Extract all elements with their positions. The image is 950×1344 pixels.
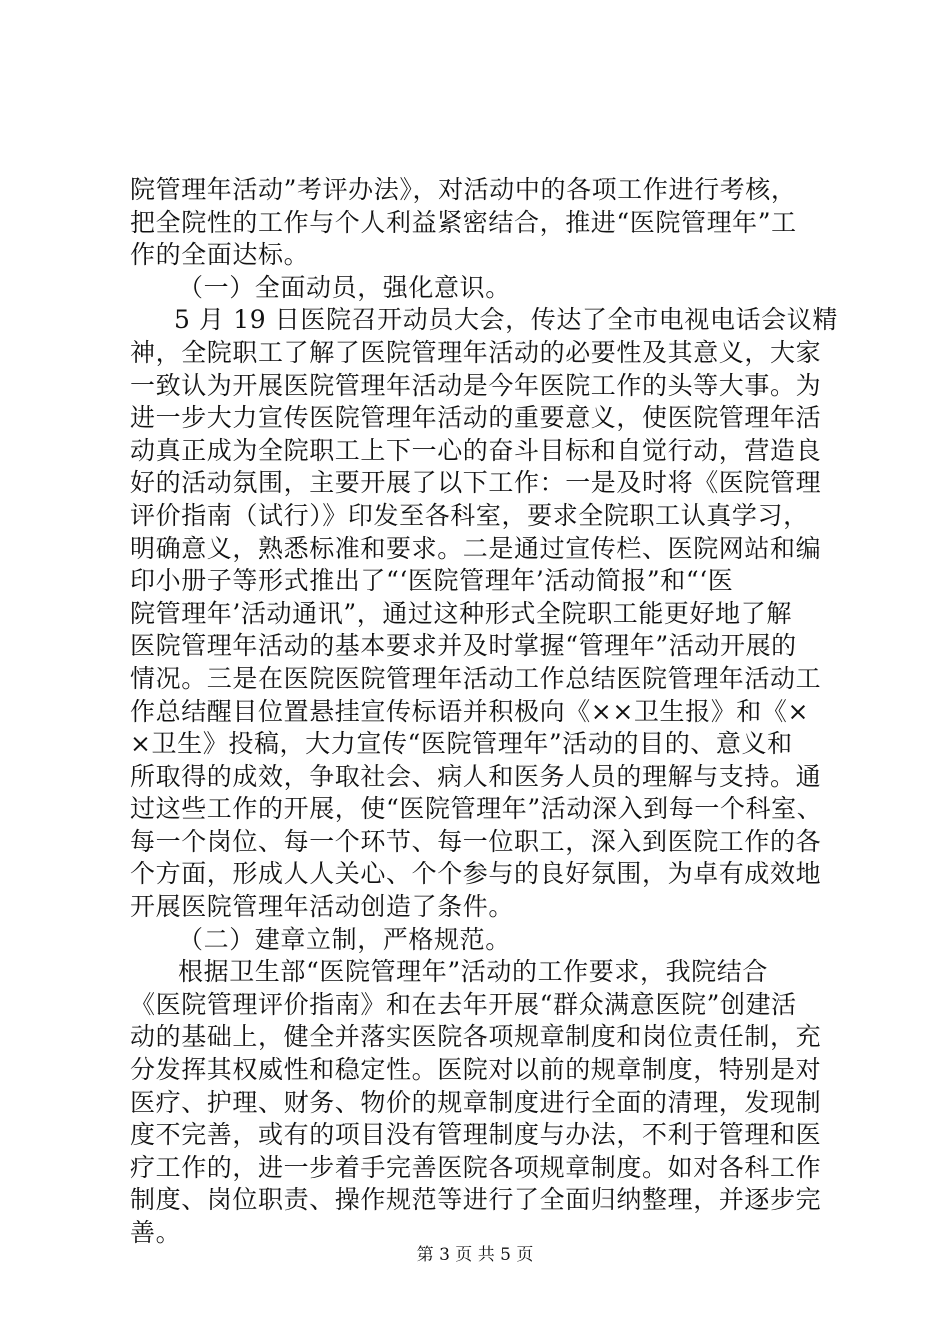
text-line: 医疗、护理、财务、物价的规章制度进行全面的清理，发现制 xyxy=(130,1087,822,1117)
text-line: 作总结醒目位置悬挂宣传标语并积极向《××卫生报》和《× xyxy=(130,696,810,726)
text-line: 动真正成为全院职工上下一心的奋斗目标和自觉行动，营造良 xyxy=(130,435,822,465)
text-line: 开展医院管理年活动创造了条件。 xyxy=(130,892,515,922)
text-line: 进一步大力宣传医院管理年活动的重要意义，使医院管理年活 xyxy=(130,403,822,433)
text-line: 一致认为开展医院管理年活动是今年医院工作的头等大事。为 xyxy=(130,370,822,400)
text-line: 个方面，形成人人关心、个个参与的良好氛围，为卓有成效地 xyxy=(130,859,822,889)
text-line: 院管理年’活动通讯”，通过这种形式全院职工能更好地了解 xyxy=(130,598,792,628)
section-heading-1: （一）全面动员，强化意识。 xyxy=(178,272,511,302)
text-line: 印小册子等形式推出了“‘医院管理年’活动简报”和“‘医 xyxy=(130,566,734,596)
text-line: 医院管理年活动的基本要求并及时掌握“管理年”活动开展的 xyxy=(130,631,797,661)
text-line: 情况。三是在医院医院管理年活动工作总结医院管理年活动工 xyxy=(130,663,822,693)
section-heading-2: （二）建章立制，严格规范。 xyxy=(178,924,511,954)
text-line: 分发挥其权威性和稳定性。医院对以前的规章制度，特别是对 xyxy=(130,1055,822,1085)
text-line: 动的基础上，健全并落实医院各项规章制度和岗位责任制，充 xyxy=(130,1022,822,1052)
text-line: 制度、岗位职责、操作规范等进行了全面归纳整理，并逐步完 xyxy=(130,1185,822,1215)
text-line: 好的活动氛围，主要开展了以下工作：一是及时将《医院管理 xyxy=(130,468,822,498)
text-line: 明确意义，熟悉标准和要求。二是通过宣传栏、医院网站和编 xyxy=(130,533,822,563)
page-footer: 第 3 页 共 5 页 xyxy=(416,1245,534,1265)
text-line: 度不完善，或有的项目没有管理制度与办法，不利于管理和医 xyxy=(130,1120,822,1150)
text-line: ×卫生》投稿，大力宣传“医院管理年”活动的目的、意义和 xyxy=(130,729,793,759)
text-line: 评价指南（试行）》印发至各科室，要求全院职工认真学习， xyxy=(130,500,809,530)
document-body xyxy=(130,174,838,1250)
text-line: 疗工作的，进一步着手完善医院各项规章制度。如对各科工作 xyxy=(130,1152,822,1182)
text-line: 善。 xyxy=(130,1218,182,1247)
text-line: 院管理年活动”考评办法》，对活动中的各项工作进行考核， xyxy=(130,175,797,204)
text-line: 把全院性的工作与个人利益紧密结合，推进“医院管理年”工 xyxy=(130,207,797,237)
text-line: 5 月 19 日医院召开动员大会，传达了全市电视电话会议精 xyxy=(174,305,838,335)
text-line: 根据卫生部“医院管理年”活动的工作要求，我院结合 xyxy=(178,957,768,987)
text-line: 所取得的成效，争取社会、病人和医务人员的理解与支持。通 xyxy=(130,761,822,791)
text-line: 每一个岗位、每一个环节、每一位职工，深入到医院工作的各 xyxy=(130,826,822,856)
text-line: 神，全院职工了解了医院管理年活动的必要性及其意义，大家 xyxy=(130,337,822,367)
text-line: 作的全面达标。 xyxy=(130,240,310,270)
text-line: 《医院管理评价指南》和在去年开展“群众满意医院”创建活 xyxy=(130,989,797,1019)
text-line: 过这些工作的开展，使“医院管理年”活动深入到每一个科室、 xyxy=(130,794,823,824)
